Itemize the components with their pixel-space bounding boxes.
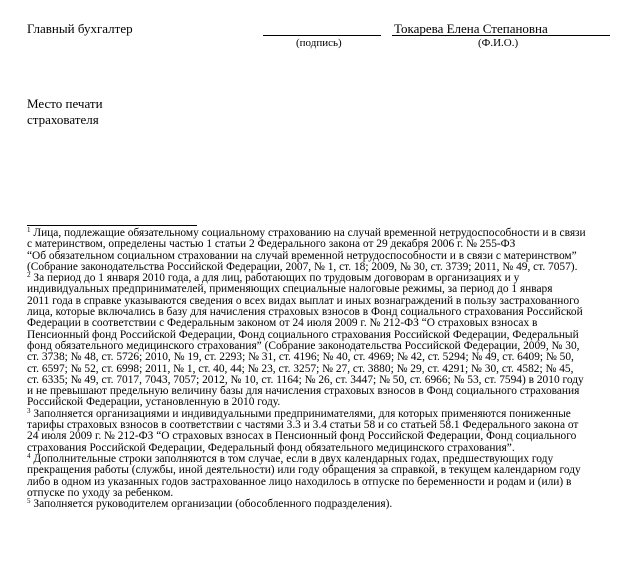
footnote-text: страхования Российской Федерации, Федеральный фонд обязательного медицинского страхования”. — [27, 441, 515, 454]
footnote-text: Федерации в соответствии с Федеральным законом от 24 июля 2009 г. № 212-ФЗ “О страховых взносах в — [27, 317, 538, 330]
footnote-text: За период до 1 января 2010 года, а для лиц, работающих по трудовым договорам в организациях и у — [33, 272, 520, 285]
footnotes — [27, 228, 617, 510]
footnote-text: фонд обязательного медицинского страхования” (Собрание законодательства Российской Федерации, 2009, № 30, — [27, 339, 580, 352]
footnote-text: индивидуальных предпринимателей, применяющих специальные налоговые режимы, за период до 1 января — [27, 283, 553, 296]
footnote-text: ст. 6597; № 52, ст. 6998; 2011, № 1, ст. 40, 44; № 23, ст. 3257; № 27, ст. 3880; № 29, ст. 4291; № 30, ст. 4582; № 45, — [27, 362, 574, 375]
footnote-text: лица, которые включались в базу для начисления страховых взносов в Фонд социального страхования Российской — [27, 306, 583, 319]
footnote-1 — [27, 228, 617, 273]
footnote-text: Российской Федерации, установленную в 2010 году. — [27, 396, 281, 409]
signer-name: Токарева Елена Степановна — [394, 21, 548, 36]
seal-line-1: Место печати — [27, 96, 103, 111]
footnote-text: Пенсионный фонд Российской Федерации, Фонд социального страхования Российской Федерации, Федеральный — [27, 328, 579, 341]
footnote-line — [27, 499, 617, 510]
signature-line — [263, 35, 381, 36]
signature-caption: (подпись) — [296, 37, 342, 49]
footnote-text: Дополнительные строки заполняются в том случае, если в двух календарных годах, предшествующих году — [33, 452, 554, 465]
footnote-text: прекращения работы (службы, иной деятельности) или году обращения за справкой, в текущем календарном году — [27, 464, 581, 477]
footnote-number: 1 — [27, 226, 31, 234]
footnote-text: и не превышают предельную величину базы для начисления страховых взносов в Фонд социального страхования — [27, 385, 580, 398]
footnote-text: 24 июля 2009 г. № 212-ФЗ “О страховых взносах в Пенсионный фонд Российской Федерации, Фонд социального — [27, 430, 577, 443]
footnote-text: “Об обязательном социальном страховании на случай временной нетрудоспособности и в связи с материнством” — [27, 249, 577, 262]
footnote-text: с материнством, определены частью 1 статьи 2 Федерального закона от 29 декабря 2006 г. № 255-ФЗ — [27, 238, 516, 251]
seal-place — [27, 96, 103, 128]
footnote-number: 3 — [27, 406, 31, 415]
footnote-text: Заполняется руководителем организации (обособленного подразделения). — [33, 498, 393, 511]
signature-title: Главный бухгалтер — [27, 21, 133, 36]
footnote-text: ст. 6335; № 49, ст. 7017, 7043, 7057; 2012, № 10, ст. 1164; № 26, ст. 3447; № 50, ст. 6966; № 53, ст. 7594) в 2010 году — [27, 373, 584, 386]
name-caption: (Ф.И.О.) — [478, 37, 519, 49]
footnote-5 — [27, 499, 617, 510]
footnote-number: 5 — [27, 497, 31, 506]
footnote-text: 2011 года в справке указываются сведения о всех видах выплат и иных вознаграждений в пользу застрахованного — [27, 294, 580, 307]
footnote-text: тарифы страховых взносов в соответствии с частями 3.3 и 3.4 статьи 58 и со статьей 58.1 Федерального закона от — [27, 419, 579, 432]
footnote-4 — [27, 451, 617, 499]
footnote-text: Лица, подлежащие обязательному социальному страхованию на случай временной нетрудоспособности и в связи — [33, 227, 586, 239]
footnote-text: (Собрание законодательства Российской Федерации, 2007, № 1, ст. 18; 2009, № 30, ст. 3739; 2011, № 49, ст. 7057). — [27, 260, 578, 273]
footnote-number: 2 — [27, 271, 31, 280]
footnote-text: отпуске по уходу за ребенком. — [27, 486, 174, 499]
footnote-text: Заполняется организациями и индивидуальными предпринимателями, для которых применяются пониженные — [33, 407, 571, 420]
footnote-text: либо в одном из указанных годов застрахованное лицо находилось в отпуске по беременности и родам и (или) в — [27, 475, 572, 488]
footnote-separator — [27, 225, 197, 226]
footnote-number: 4 — [27, 451, 31, 460]
seal-line-2: страхователя — [27, 112, 99, 127]
footnote-3 — [27, 406, 617, 454]
footnote-text: ст. 3738; № 48, ст. 5726; 2010, № 19, ст. 2293; № 31, ст. 4196; № 40, ст. 4969; № 42, ст. 5294; № 49, ст. 6409; № 50, — [27, 351, 574, 364]
footnote-2 — [27, 273, 617, 409]
